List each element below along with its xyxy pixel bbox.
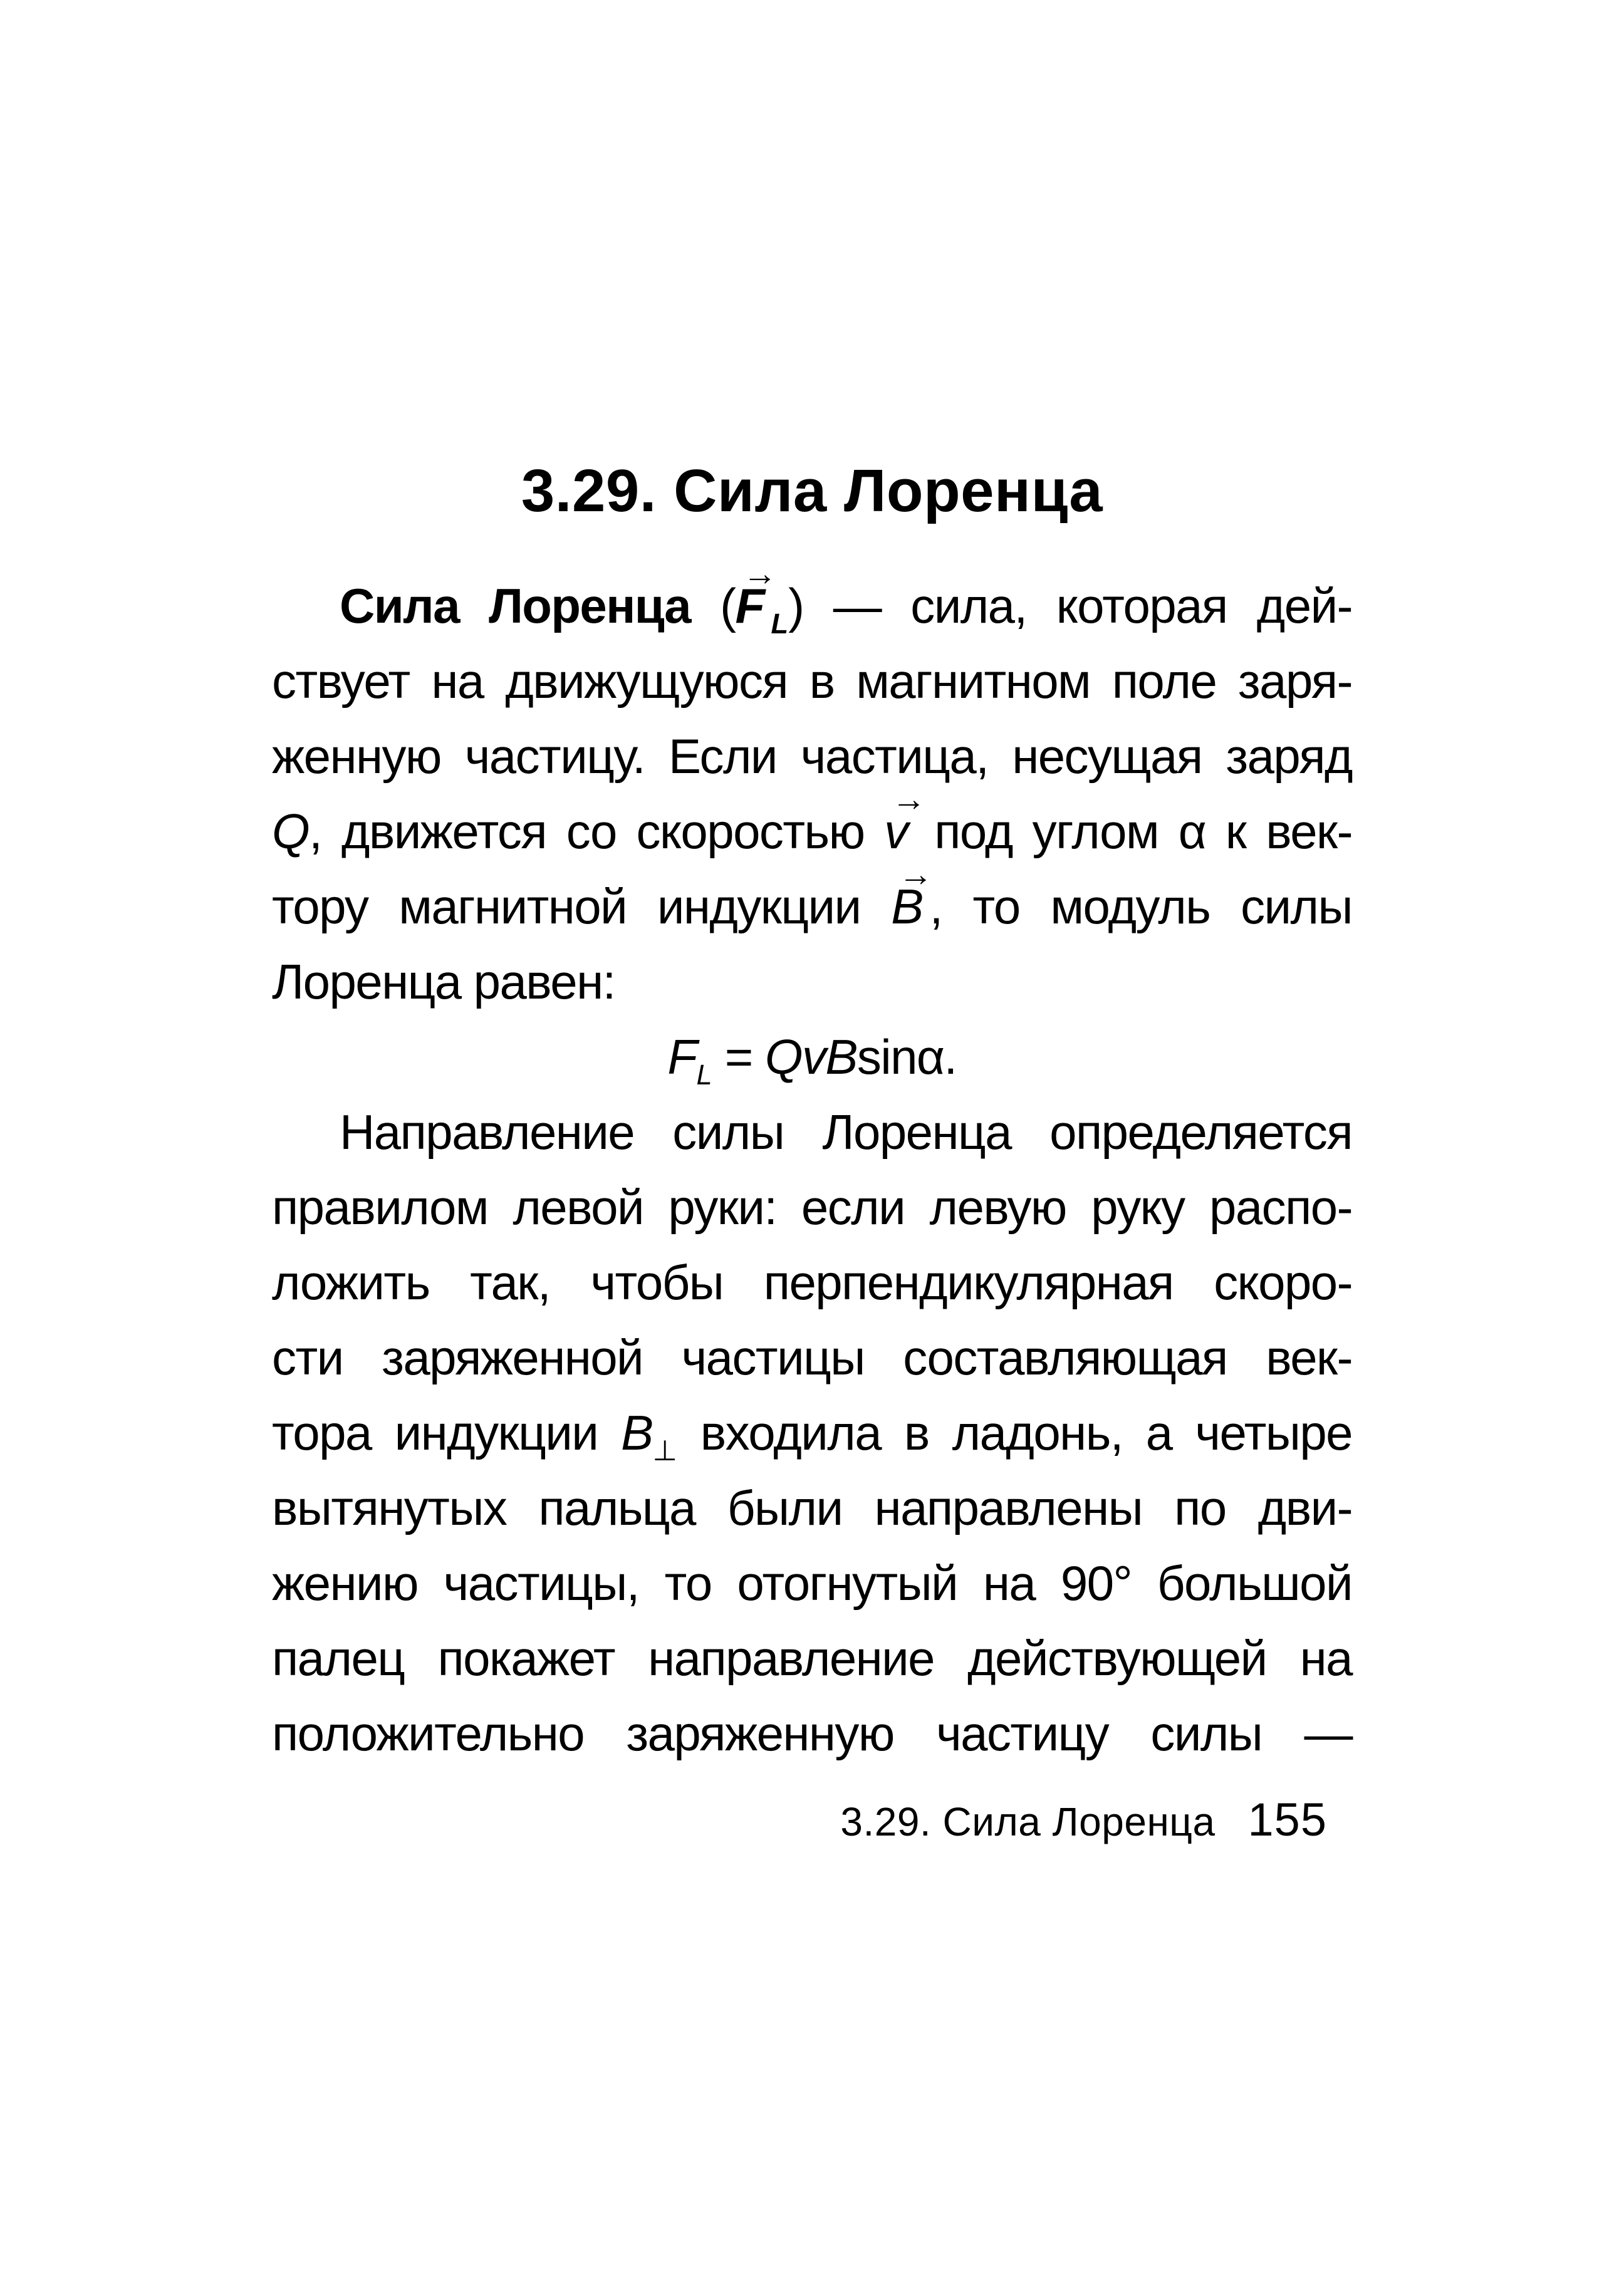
para2-line9 xyxy=(272,1696,1352,1771)
text-segment: жению частицы, то отогнутый на 90° большой xyxy=(272,1556,1352,1611)
para2-line5 xyxy=(272,1395,1352,1470)
text-segment: ложить так, чтобы перпендикулярная скоро- xyxy=(272,1255,1352,1310)
para2-line8 xyxy=(272,1621,1352,1696)
text-segment: палец покажет направление действующей на xyxy=(272,1631,1352,1686)
para2-line3 xyxy=(272,1245,1352,1320)
text-segment: ( xyxy=(720,578,736,633)
para1-line4 xyxy=(272,780,1352,869)
vector-symbol-v xyxy=(884,780,926,859)
section-title: 3.29. Сила Лоренца xyxy=(521,457,1103,524)
text-segment: F xyxy=(667,1029,697,1084)
vector-arrow-icon: → xyxy=(892,780,926,819)
text-segment: F xyxy=(735,578,764,633)
para2-line7 xyxy=(272,1545,1352,1621)
vector-arrow-icon: → xyxy=(742,554,778,593)
text-segment: входила в ладонь, а четыре xyxy=(677,1405,1352,1460)
text-segment: ствует на движущуюся в магнитном поле заря- xyxy=(272,653,1352,709)
text-segment: — сила, которая дей- xyxy=(803,578,1352,633)
para1-line6 xyxy=(272,944,1352,1019)
text-segment: правилом левой руки: если левую руку распо- xyxy=(272,1180,1352,1235)
text-segment: Направление силы Лоренца определяется xyxy=(340,1104,1352,1160)
text-segment: B xyxy=(891,879,923,934)
formula xyxy=(272,1019,1352,1094)
text-segment: тора индукции xyxy=(272,1405,622,1460)
text-segment: ⊥ xyxy=(652,1435,677,1467)
text-segment: , движется со скоростью xyxy=(309,804,885,859)
para1-line1 xyxy=(272,554,1352,643)
vector-symbol-B xyxy=(891,855,933,934)
text-segment: женную частицу. Если частица, несущая заряд xyxy=(272,729,1352,784)
text-segment: Лоренца равен: xyxy=(272,954,615,1009)
vector-arrow-icon: → xyxy=(898,855,933,894)
text-segment: v xyxy=(884,804,908,859)
para2-line4 xyxy=(272,1320,1352,1395)
text-segment: Q xyxy=(272,804,310,859)
text-segment: сти заряженной частицы составляющая век- xyxy=(272,1330,1352,1385)
para1-line2 xyxy=(272,643,1352,719)
text-segment: вытянутых пальца были направлены по дви- xyxy=(272,1480,1352,1535)
text-segment: Сила Лоренца xyxy=(340,578,721,633)
text-segment: B xyxy=(621,1405,653,1460)
footer-page-number: 155 xyxy=(1247,1794,1327,1846)
para2-line2 xyxy=(272,1170,1352,1245)
page-footer xyxy=(272,1782,1352,1857)
para1-line3 xyxy=(272,719,1352,794)
footer-section-label: 3.29. Сила Лоренца xyxy=(840,1799,1215,1844)
para1-line5 xyxy=(272,855,1352,944)
text-segment: = xyxy=(712,1029,765,1084)
text-segment: под углом α к век- xyxy=(914,804,1352,859)
text-segment: L xyxy=(696,1059,712,1091)
para2-line6 xyxy=(272,1470,1352,1545)
body-text xyxy=(272,554,1352,1771)
text-segment: L xyxy=(771,608,789,640)
vector-symbol-F xyxy=(735,554,778,633)
text-segment: sinα. xyxy=(856,1029,957,1084)
text-segment: , то модуль силы xyxy=(929,879,1352,934)
text-segment: ) xyxy=(788,578,804,633)
para2-line1 xyxy=(272,1094,1352,1170)
text-segment: QvB xyxy=(764,1029,857,1084)
text-segment: положительно заряженную частицу силы — xyxy=(272,1706,1352,1761)
text-segment: тору магнитной индукции xyxy=(272,879,892,934)
